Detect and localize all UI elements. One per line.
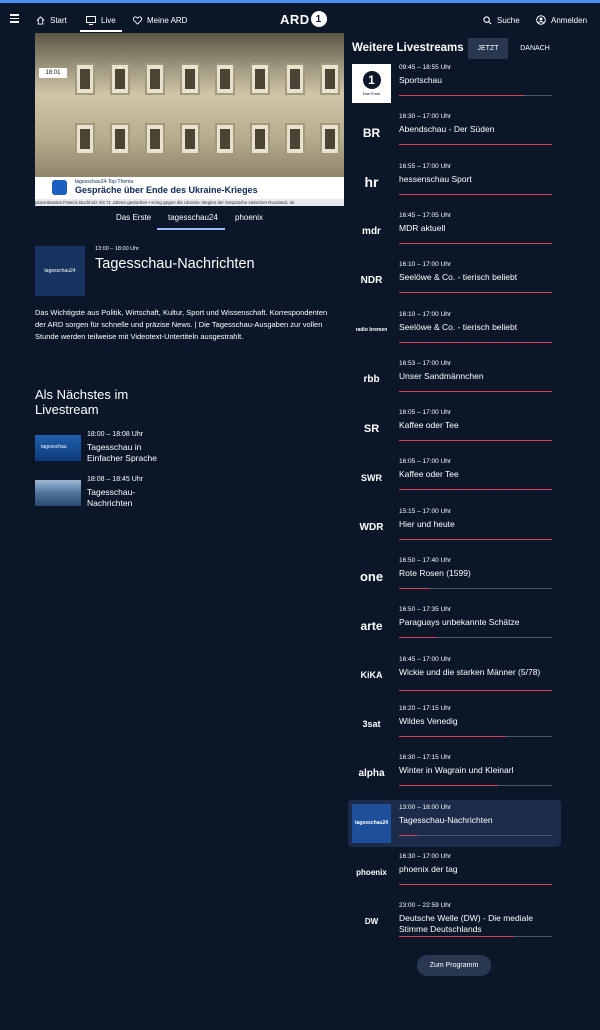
- tab-phoenix[interactable]: phoenix: [235, 213, 264, 222]
- tagesschau-badge-icon: [52, 180, 67, 195]
- tv-icon: [86, 16, 96, 25]
- building-window: [145, 63, 165, 95]
- building-window: [250, 123, 270, 155]
- stream-progress-fill: [399, 884, 552, 885]
- heart-icon: [133, 16, 142, 25]
- stream-progress-fill: [399, 936, 514, 937]
- stream-title: Deutsche Welle (DW) - Die mediale Stimme Deutschlands: [399, 913, 533, 934]
- building-window: [75, 63, 95, 95]
- video-ticker: pions-Bassist Francis Buchholz mit 71 Jahren gestorben • Krieg gegen die Ukraine: Beginn der Gespräche zwischen Russland, de: [35, 199, 344, 206]
- video-lower-third: [35, 177, 344, 199]
- current-show-logo: [35, 246, 85, 296]
- channel-logo-icon: rbb: [352, 360, 391, 399]
- stream-progress-bar: [399, 440, 552, 441]
- building-window: [320, 123, 340, 155]
- stream-progress-bar: [399, 884, 552, 885]
- next-item-title[interactable]: Tagesschau-Nachrichten: [87, 487, 136, 508]
- stream-progress-fill: [399, 342, 552, 343]
- stream-progress-bar: [399, 785, 552, 786]
- next-item-thumbnail[interactable]: [35, 435, 81, 461]
- stream-title: hessenschau Sport: [399, 173, 472, 184]
- top-navigation: [0, 3, 600, 33]
- building-window: [180, 63, 200, 95]
- stream-title: Tagesschau-Nachrichten: [399, 814, 493, 825]
- stream-progress-fill: [399, 144, 552, 145]
- tab-active-indicator: [157, 228, 225, 230]
- stream-progress-fill: [399, 736, 506, 737]
- channel-logo-icon: phoenix: [352, 853, 391, 892]
- stream-progress-fill: [399, 637, 437, 638]
- login-button[interactable]: [536, 11, 587, 29]
- stream-progress-fill: [399, 194, 552, 195]
- stream-progress-bar: [399, 637, 552, 638]
- channel-logo-icon: radio bremen: [352, 311, 391, 350]
- stream-title: Kaffee oder Tee: [399, 469, 459, 480]
- das-erste-mark: 1: [363, 71, 381, 89]
- stream-time: 16:30 – 17:00 Uhr: [399, 113, 452, 121]
- stream-time: 16:30 – 17:00 Uhr: [399, 852, 452, 860]
- stream-time: 13:00 – 18:00 Uhr: [399, 803, 452, 811]
- stream-progress-fill: [399, 588, 430, 589]
- video-clock: 18:01: [39, 68, 67, 78]
- stream-title: Unser Sandmännchen: [399, 370, 484, 381]
- current-show-title: Tagesschau-Nachrichten: [95, 256, 255, 272]
- stream-item[interactable]: [348, 800, 561, 847]
- building-window: [215, 123, 235, 155]
- stream-time: 16:30 – 17:15 Uhr: [399, 754, 452, 762]
- stream-progress-fill: [399, 292, 552, 293]
- current-show-time: 13:00 – 18:00 Uhr: [95, 246, 140, 252]
- channel-logo-icon: DW: [352, 902, 391, 941]
- search-icon: [483, 16, 492, 25]
- stream-progress-fill: [399, 489, 552, 490]
- search-label: Suche: [497, 15, 520, 25]
- building-window: [75, 123, 95, 155]
- stream-title: MDR aktuell: [399, 222, 446, 233]
- stream-item[interactable]: [348, 356, 561, 403]
- channel-logo-icon: SWR: [352, 458, 391, 497]
- stream-time: 16:55 – 17:00 Uhr: [399, 162, 452, 170]
- stream-time: 16:53 – 17:00 Uhr: [399, 359, 452, 367]
- channel-logo-icon: WDR: [352, 508, 391, 547]
- channel-logo-icon: BR: [352, 113, 391, 152]
- stream-progress-bar: [399, 489, 552, 490]
- stream-title: Wickie und die starken Männer (5/78): [399, 666, 541, 677]
- building-window: [145, 123, 165, 155]
- stream-title: Rote Rosen (1599): [399, 568, 471, 578]
- login-label: Anmelden: [551, 15, 588, 25]
- stream-progress-bar: [399, 936, 552, 937]
- nav-live-label: Live: [101, 15, 116, 25]
- stream-item[interactable]: [348, 898, 561, 945]
- program-button[interactable]: Zum Programm: [417, 955, 491, 976]
- stream-title: Hier und heute: [399, 518, 455, 529]
- stream-progress-bar: [399, 144, 552, 145]
- building-window: [320, 63, 340, 95]
- building-window: [285, 123, 305, 155]
- nav-active-indicator: [80, 30, 122, 32]
- channel-logo-icon: mdr: [352, 212, 391, 251]
- stream-item[interactable]: [348, 307, 561, 354]
- stream-progress-fill: [399, 539, 552, 540]
- video-headline: Gespräche über Ende des Ukraine-Krieges: [75, 185, 258, 195]
- stream-progress-bar: [399, 588, 552, 589]
- stream-progress-bar: [399, 342, 552, 343]
- stream-item[interactable]: [348, 750, 561, 797]
- building-window: [250, 63, 270, 95]
- stream-time: 16:10 – 17:00 Uhr: [399, 310, 452, 318]
- nav-start-label: Start: [50, 15, 67, 25]
- stream-title: phoenix der tag: [399, 863, 458, 874]
- stream-time: 16:45 – 17:00 Uhr: [399, 655, 452, 663]
- stream-time: 16:05 – 17:00 Uhr: [399, 409, 452, 417]
- stream-progress-fill: [399, 391, 552, 392]
- stream-item[interactable]: [348, 504, 561, 551]
- stream-time: 16:10 – 17:00 Uhr: [399, 261, 452, 269]
- channel-logo-icon: hr: [352, 163, 391, 202]
- stream-title: Seelöwe & Co. - tierisch beliebt: [399, 272, 518, 283]
- stream-title: Seelöwe & Co. - tierisch beliebt: [399, 321, 518, 332]
- search-button[interactable]: [483, 11, 520, 29]
- next-item-thumbnail[interactable]: [35, 480, 81, 506]
- nav-meine-ard-label: Meine ARD: [147, 15, 188, 25]
- channel-logo-icon: SR: [352, 409, 391, 448]
- channel-logo-icon: alpha: [352, 754, 391, 793]
- stream-progress-bar: [399, 690, 552, 691]
- stream-progress-bar: [399, 194, 552, 195]
- user-icon: [536, 15, 546, 25]
- building-window: [110, 123, 130, 155]
- tab-das-erste[interactable]: Das Erste: [116, 213, 152, 222]
- stream-item[interactable]: [348, 159, 561, 206]
- logo-text: ARD: [280, 11, 310, 27]
- next-item-thumb-label: tagesschau: [41, 444, 67, 450]
- stream-title: Winter in Wagrain und Kleinarl: [399, 765, 514, 776]
- stream-progress-fill: [399, 835, 417, 836]
- building-window: [110, 63, 130, 95]
- current-show-description: Das Wichtigste aus Politik, Wirtschaft, Kultur, Sport und Wissenschaft. Korrespondenten der ARD sorgen für schnelle und präzise News. | Die Tagesschau-Ausgaben zur vollen Stunde werden teilweise mit Videotext-Untertiteln ausgestrahlt.: [35, 308, 328, 341]
- channel-logo-icon: one: [352, 557, 391, 596]
- video-player[interactable]: [35, 33, 344, 206]
- next-item-time: 18:08 – 18:45 Uhr: [87, 476, 144, 483]
- filter-danach-button[interactable]: DANACH: [520, 45, 550, 52]
- stream-item[interactable]: [348, 849, 561, 896]
- stream-title: Kaffee oder Tee: [399, 420, 459, 431]
- stream-time: 16:20 – 17:15 Uhr: [399, 704, 452, 712]
- stream-time: 15:15 – 17:00 Uhr: [399, 507, 452, 515]
- stream-progress-bar: [399, 243, 552, 244]
- stream-time: 16:50 – 17:40 Uhr: [399, 557, 452, 564]
- stream-progress-fill: [399, 440, 552, 441]
- channel-logo-icon: KiKA: [352, 656, 391, 695]
- stream-progress-fill: [399, 243, 552, 244]
- stream-title: Paraguays unbekannte Schätze: [399, 617, 520, 628]
- home-icon: [36, 16, 45, 25]
- stream-progress-bar: [399, 95, 552, 96]
- stream-time: 16:50 – 17:35 Uhr: [399, 606, 452, 614]
- stream-time: 23:00 – 22:59 Uhr: [399, 902, 452, 910]
- current-show-logo-label: tagesschau24: [44, 268, 76, 274]
- channel-logo-icon: [352, 64, 391, 103]
- tab-tagesschau24[interactable]: tagesschau24: [168, 213, 218, 222]
- channel-logo-icon: arte: [352, 606, 391, 645]
- ard-logo[interactable]: [280, 11, 327, 27]
- stream-progress-bar: [399, 292, 552, 293]
- menu-icon[interactable]: [10, 14, 19, 22]
- stream-title: Abendschau - Der Süden: [399, 124, 495, 135]
- next-item-time: 18:00 – 18:08 Uhr: [87, 431, 144, 438]
- stream-progress-bar: [399, 835, 552, 836]
- stream-item[interactable]: [348, 109, 561, 156]
- stream-item[interactable]: [348, 553, 561, 600]
- stream-time: 16:45 – 17:05 Uhr: [399, 211, 452, 219]
- das-erste-sub: Das Erste: [362, 91, 381, 96]
- stream-item[interactable]: [348, 60, 561, 107]
- stream-title: Wildes Venedig: [399, 715, 458, 726]
- stream-item[interactable]: [348, 257, 561, 304]
- channel-logo-icon: 3sat: [352, 705, 391, 744]
- stream-progress-bar: [399, 391, 552, 392]
- stream-progress-bar: [399, 736, 552, 737]
- nav-meine-ard[interactable]: [133, 11, 187, 29]
- stream-item[interactable]: [348, 208, 561, 255]
- stream-progress-fill: [399, 95, 524, 96]
- stream-title: Sportschau: [399, 75, 442, 85]
- next-item-title[interactable]: Tagesschau in Einfacher Sprache: [87, 442, 157, 463]
- nav-live[interactable]: [86, 11, 116, 29]
- next-heading: Als Nächstes im Livestream: [35, 387, 129, 417]
- channel-logo-icon: tagesschau24: [352, 804, 391, 843]
- stream-item[interactable]: [348, 701, 561, 748]
- video-kicker: tagesschau24-Top-Thema: [75, 179, 134, 185]
- stream-progress-bar: [399, 539, 552, 540]
- building-window: [215, 63, 235, 95]
- streams-heading: Weitere Livestreams: [352, 42, 464, 54]
- building-window: [285, 63, 305, 95]
- stream-item[interactable]: [348, 405, 561, 452]
- filter-jetzt-button[interactable]: JETZT: [468, 38, 508, 59]
- stream-time: 16:05 – 17:00 Uhr: [399, 458, 452, 466]
- nav-start[interactable]: [36, 11, 67, 29]
- stream-item[interactable]: [348, 652, 561, 699]
- building-window: [180, 123, 200, 155]
- logo-mark: 1: [311, 11, 327, 27]
- stream-item[interactable]: [348, 602, 561, 649]
- channel-logo-icon: NDR: [352, 261, 391, 300]
- stream-progress-fill: [399, 785, 498, 786]
- stream-item[interactable]: [348, 454, 561, 501]
- stream-progress-fill: [399, 690, 552, 691]
- stream-time: 09:45 – 18:55 Uhr: [399, 64, 452, 71]
